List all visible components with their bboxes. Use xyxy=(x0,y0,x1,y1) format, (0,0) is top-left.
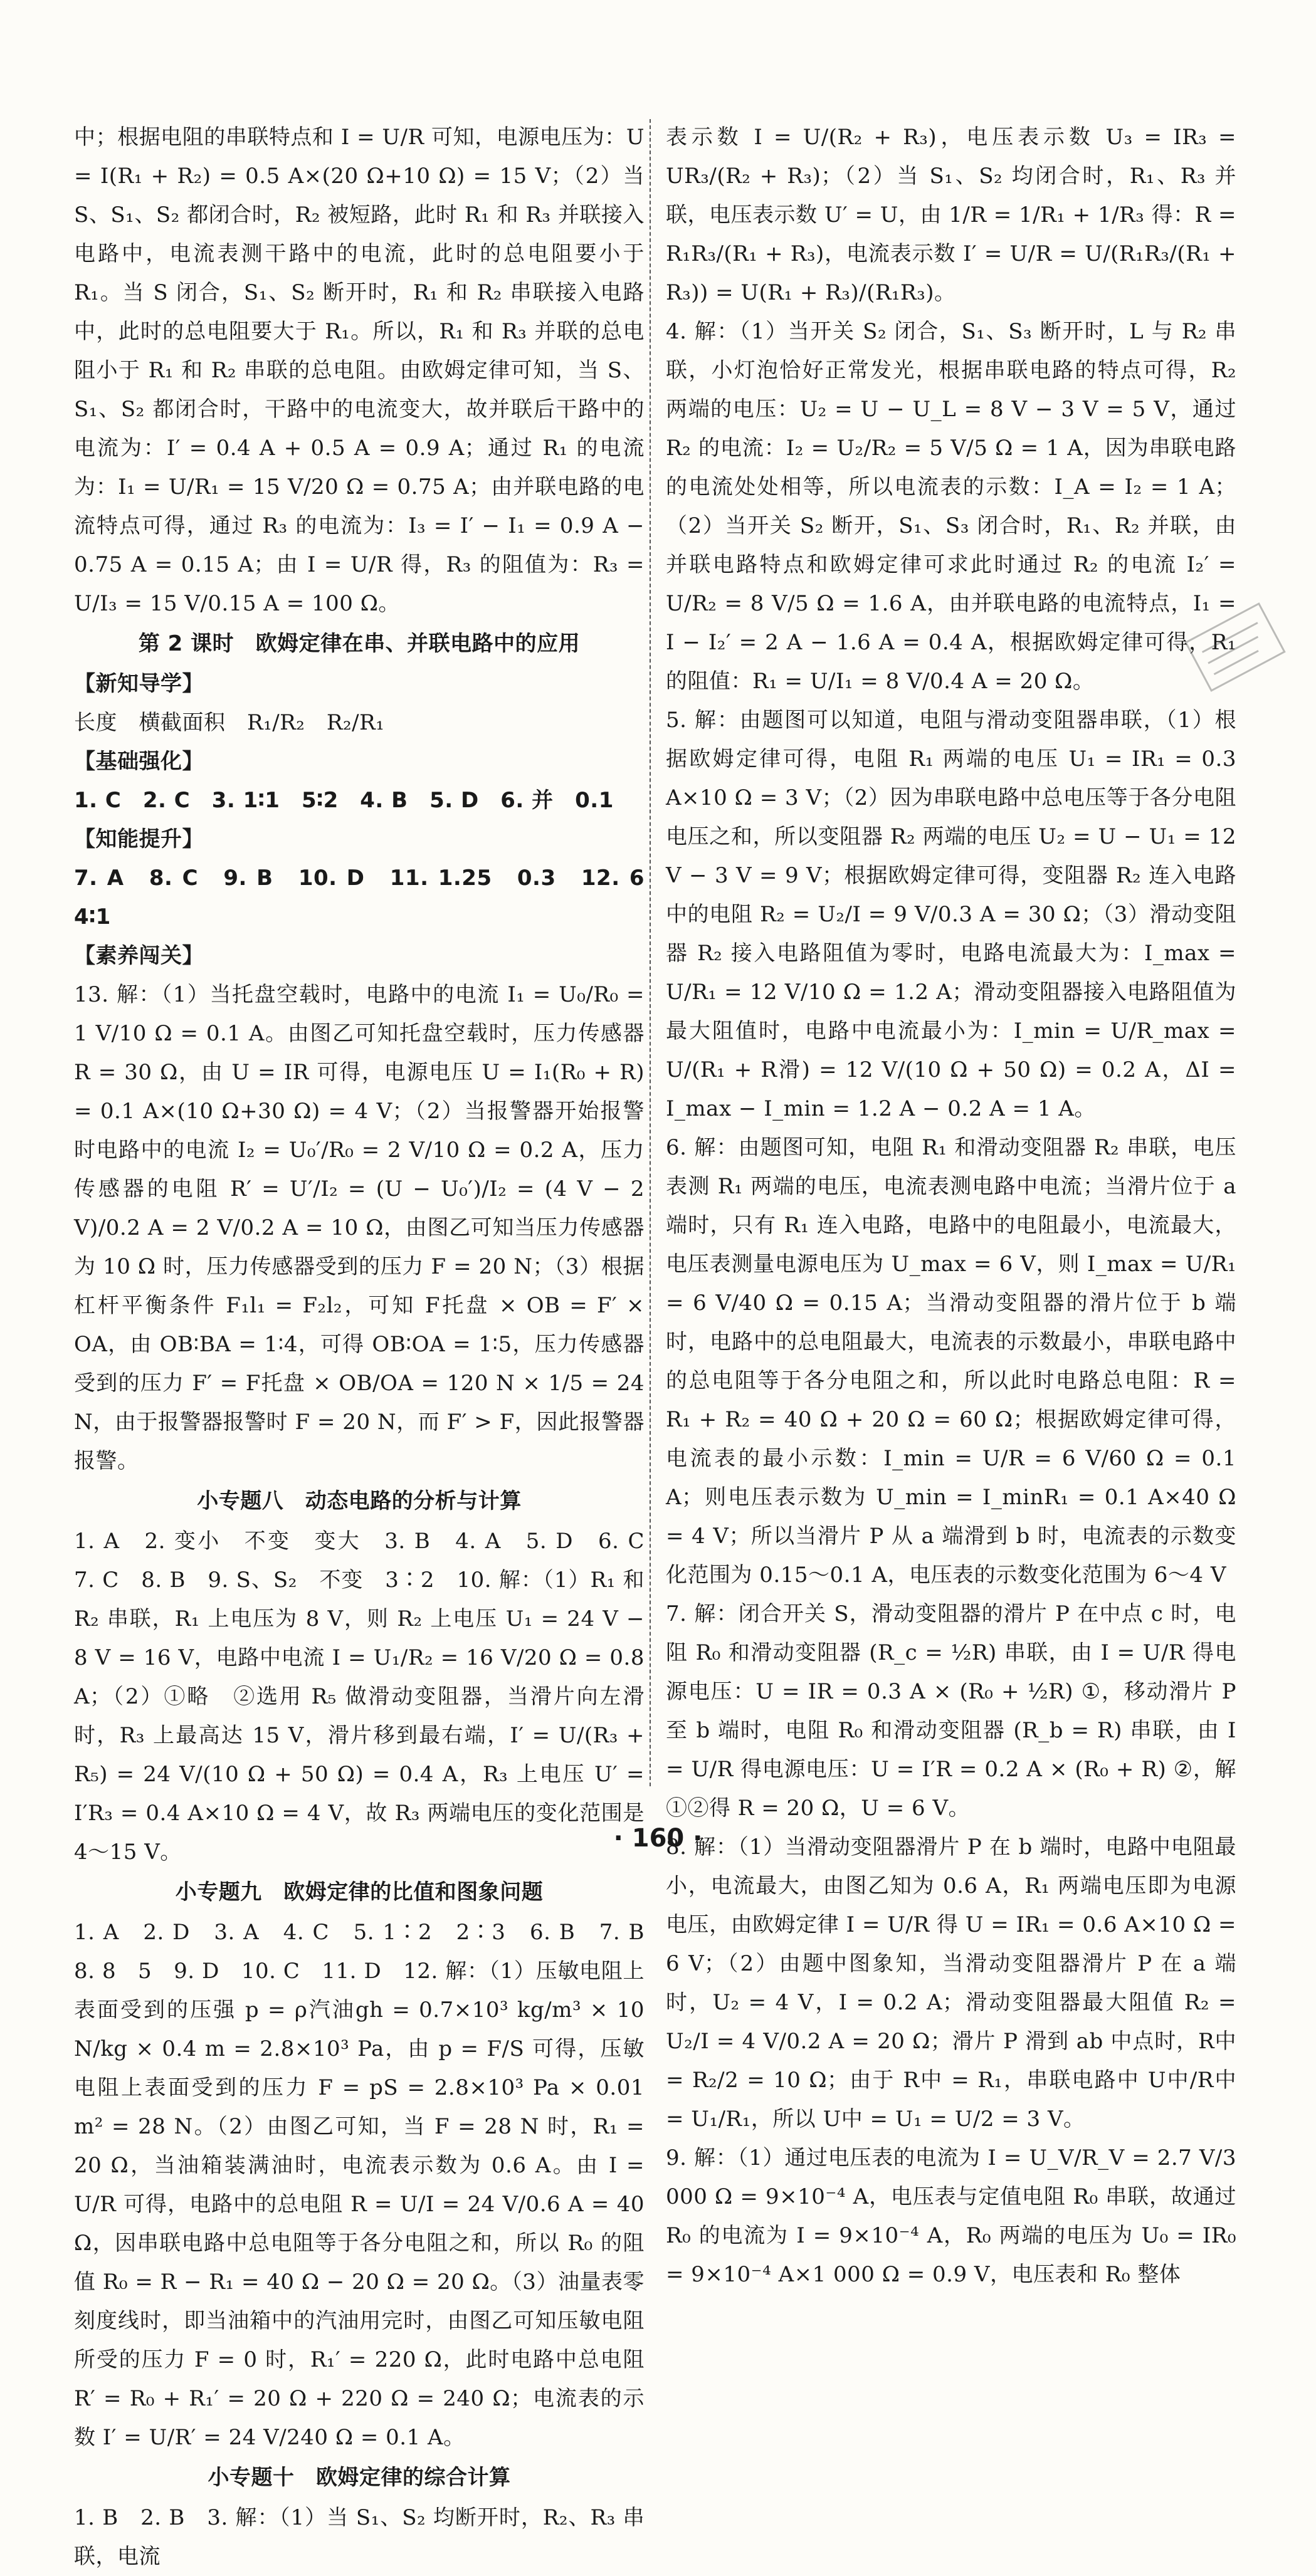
question-4-solution: 4. 解：（1）当开关 S₂ 闭合，S₁、S₃ 断开时，L 与 R₂ 串联，小灯泡恰好正常发光，根据串联电路的特点可得，R₂ 两端的电压：U₂ = U − U_L = 8 V − 3 V = 5 V，通过 R₂ 的电流：I₂ = U₂/R₂ = 5 V/5 Ω = 1 A，因为串联电路的电流处处相等，所以电流表的示数：I_A = I₂ = 1 A；（2）当开关 S₂ 断开，S₁、S₃ 闭合时，R₁、R₂ 并联，由并联电路特点和欧姆定律可求此时通过 R₂ 的电流 I₂′ = U/R₂ = 8 V/5 Ω = 1.6 A，由并联电路的电流特点，I₁ = I − I₂′ = 2 A − 1.6 A = 0.4 A，根据欧姆定律可得，R₁ 的阻值：R₁ = U/I₁ = 8 V/0.4 A = 20 Ω。 xyxy=(666,319,1236,694)
ability-answers: 7. A 8. C 9. B 10. D 11. 1.25 0.3 12. 6 4∶1 xyxy=(74,866,666,929)
question-7-solution: 7. 解：闭合开关 S，滑动变阻器的滑片 P 在中点 c 时，电阻 R₀ 和滑动变阻器 (R_c = ½R) 串联，由 I = U/R 得电源电压：U = IR = 0.3 A × (R₀ + ½R) ①，移动滑片 P 至 b 端时，电阻 R₀ 和滑动变阻器 (R_b = R) 串联，由 I = U/R 得电源电压：U = I′R = 0.2 A × (R₀ + R) ②，解①②得 R = 20 Ω，U = 6 V。 xyxy=(666,1601,1236,1821)
tag-literacy: 【素养闯关】 xyxy=(74,943,204,968)
right-column xyxy=(666,118,1236,2294)
question-5-solution: 5. 解：由题图可以知道，电阻与滑动变阻器串联，（1）根据欧姆定律可得，电阻 R₁ 两端的电压 U₁ = IR₁ = 0.3 A×10 Ω = 3 V；（2）因为串联电路中总电压等于各分电阻电压之和，所以变阻器 R₂ 两端的电压 U₂ = U − U₁ = 12 V − 3 V = 9 V；根据欧姆定律可得，变阻器 R₂ 连入电路中的电阻 R₂ = U₂/I = 9 V/0.3 A = 30 Ω；（3）滑动变阻器 R₂ 接入电路阻值为零时，电路电流最大为：I_max = U/R₁ = 12 V/10 Ω = 1.2 A；滑动变阻器接入电路阻值为最大阻值时，电路中电流最小为：I_min = U/R_max = U/(R₁ + R滑) = 12 V/(10 Ω + 50 Ω) = 0.2 A，ΔI = I_max − I_min = 1.2 A − 0.2 A = 1 A。 xyxy=(666,708,1236,1121)
page-number: · 160 · xyxy=(613,1824,703,1853)
tag-new-knowledge: 【新知导学】 xyxy=(74,671,204,696)
column-divider xyxy=(650,119,651,1786)
tag-ability: 【知能提升】 xyxy=(74,827,204,852)
new-knowledge-answers: 长度 横截面积 R₁/R₂ R₂/R₁ xyxy=(74,710,385,735)
lesson-title: 第 2 课时 欧姆定律在串、并联电路中的应用 xyxy=(138,631,581,656)
topic-8-answers: 1. A 2. 变小 不变 变大 3. B 4. A 5. D 6. C 7. C 8. B 9. S、S₂ 不变 3∶2 10. 解：（1）R₁ 和 R₂ 串联，R₁ 上电压为 8 V，则 R₂ 上电压 U₁ = 24 V − 8 V = 16 V，电路中电流 I = U₁/R₂ = 16 V/20 Ω = 0.8 A；（2）①略 ②选用 R₅ 做滑动变阻器，当滑片向左滑时，R₃ 上最高达 15 V，滑片移到最右端，I′ = U/(R₃ + R₅) = 24 V/(10 Ω + 50 Ω) = 0.4 A，R₃ 上电压 U′ = I′R₃ = 0.4 A×10 Ω = 4 V，故 R₃ 两端电压的变化范围是4～15 V。 xyxy=(74,1529,666,1865)
topic-9-title: 小专题九 欧姆定律的比值和图象问题 xyxy=(175,1880,544,1905)
left-continuation-paragraph: 中；根据电阻的串联特点和 I = U/R 可知，电源电压为：U = I(R₁ + R₂) = 0.5 A×(20 Ω+10 Ω) = 15 V；（2）当 S、S₁、S₂ 都闭合时，R₂ 被短路，此时 R₁ 和 R₃ 并联接入电路中，电流表测干路中的电流，此时的总电阻要小于 R₁。当 S 闭合，S₁、S₂ 断开时，R₁ 和 R₂ 串联接入电路中，此时的总电阻要大于 R₁。所以，R₁ 和 R₃ 并联的总电阻小于 R₁ 和 R₂ 串联的总电阻。由欧姆定律可知，当 S、S₁、S₂ 都闭合时，干路中的电流变大，故并联后干路中的电流为：I′ = 0.4 A + 0.5 A = 0.9 A；通过 R₁ 的电流为：I₁ = U/R₁ = 15 V/20 Ω = 0.75 A；由并联电路的电流特点可得，通过 R₃ 的电流为：I₃ = I′ − I₁ = 0.9 A − 0.75 A = 0.15 A；由 I = U/R 得，R₃ 的阻值为：R₃ = U/I₃ = 15 V/0.15 A = 100 Ω。 xyxy=(74,125,645,616)
question-13-solution: 13. 解：（1）当托盘空载时，电路中的电流 I₁ = U₀/R₀ = 1 V/10 Ω = 0.1 A。由图乙可知托盘空载时，压力传感器 R = 30 Ω，由 U = IR 可得，电源电压 U = I₁(R₀ + R) = 0.1 A×(10 Ω+30 Ω) = 4 V；（2）当报警器开始报警时电路中的电流 I₂ = U₀′/R₀ = 2 V/10 Ω = 0.2 A，压力传感器的电阻 R′ = U′/I₂ = (U − U₀′)/I₂ = (4 V − 2 V)/0.2 A = 2 V/0.2 A = 10 Ω，由图乙可知当压力传感器为 10 Ω 时，压力传感器受到的压力 F = 20 N；（3）根据杠杆平衡条件 F₁l₁ = F₂l₂，可知 F托盘 × OB = F′ × OA，由 OB∶BA = 1∶4，可得 OB∶OA = 1∶5，压力传感器受到的压力 F′ = F托盘 × OB/OA = 120 N × 1/5 = 24 N，由于报警器报警时 F = 20 N，而 F′ > F，因此报警器报警。 xyxy=(74,982,645,1474)
topic-10-answers: 1. B 2. B 3. 解：（1）当 S₁、S₂ 均断开时，R₂、R₃ 串联，电流 xyxy=(74,2505,645,2569)
question-6-solution: 6. 解：由题图可知，电阻 R₁ 和滑动变阻器 R₂ 串联，电压表测 R₁ 两端的电压，电流表测电路中电流；当滑片位于 a 端时，只有 R₁ 连入电路，电路中的电阻最小，电流最大，电压表测量电源电压为 U_max = 6 V，则 I_max = U/R₁ = 6 V/40 Ω = 0.15 A；当滑动变阻器的滑片位于 b 端时，电路中的总电阻最大，电流表的示数最小，串联电路中的总电阻等于各分电阻之和，所以此时电路总电阻：R = R₁ + R₂ = 40 Ω + 20 Ω = 60 Ω；根据欧姆定律可得，电流表的最小示数：I_min = U/R = 6 V/60 Ω = 0.1 A；则电压表示数为 U_min = I_minR₁ = 0.1 A×40 Ω = 4 V；所以当滑片 P 从 a 端滑到 b 时，电流表的示数变化范围为 0.15～0.1 A，电压表的示数变化范围为 6～4 V xyxy=(666,1135,1236,1588)
topic-9-answers: 1. A 2. D 3. A 4. C 5. 1∶2 2∶3 6. B 7. B 8. 8 5 9. D 10. C 11. D 12. 解：（1）压敏电阻上表面受到的压强 p = ρ汽油gh = 0.7×10³ kg/m³ × 10 N/kg × 0.4 m = 2.8×10³ Pa，由 p = F/S 可得，压敏电阻上表面受到的压力 F = pS = 2.8×10³ Pa × 0.01 m² = 28 N。（2）由图乙可知，当 F = 28 N 时，R₁ = 20 Ω，当油箱装满油时，电流表示数为 0.6 A。由 I = U/R 可得，电路中的总电阻 R = U/I = 24 V/0.6 A = 40 Ω，因串联电路中总电阻等于各分电阻之和，所以 R₀ 的阻值 R₀ = R − R₁ = 40 Ω − 20 Ω = 20 Ω。（3）油量表零刻度线时，即当油箱中的汽油用完时，由图乙可知压敏电阻所受的压力 F = 0 时，R₁′ = 220 Ω，此时电路中总电阻 R′ = R₀ + R₁′ = 20 Ω + 220 Ω = 240 Ω；电流表的示数 I′ = U/R′ = 24 V/240 Ω = 0.1 A。 xyxy=(74,1920,666,2450)
basic-answers: 1. C 2. C 3. 1∶1 5∶2 4. B 5. D 6. 并 0.1 xyxy=(74,788,614,813)
right-continuation-paragraph: 表示数 I = U/(R₂ + R₃)，电压表示数 U₃ = IR₃ = UR₃/(R₂ + R₃)；（2）当 S₁、S₂ 均闭合时，R₁、R₃ 并联，电压表示数 U′ = U，由 1/R = 1/R₁ + 1/R₃ 得：R = R₁R₃/(R₁ + R₃)，电流表示数 I′ = U/R = U/(R₁R₃/(R₁ + R₃)) = U(R₁ + R₃)/(R₁R₃)。 xyxy=(666,125,1236,305)
question-9-solution: 9. 解：（1）通过电压表的电流为 I = U_V/R_V = 2.7 V/3 000 Ω = 9×10⁻⁴ A，电压表与定值电阻 R₀ 串联，故通过 R₀ 的电流为 I = 9×10⁻⁴ A，R₀ 两端的电压为 U₀ = IR₀ = 9×10⁻⁴ A×1 000 Ω = 0.9 V，电压表和 R₀ 整体 xyxy=(666,2145,1236,2287)
question-8-solution: 8. 解：（1）当滑动变阻器滑片 P 在 b 端时，电路中电阻最小，电流最大，由图乙知为 0.6 A，R₁ 两端电压即为电源电压，由欧姆定律 I = U/R 得 U = IR₁ = 0.6 A×10 Ω = 6 V；（2）由题中图象知，当滑动变阻器滑片 P 在 a 端时，U₂ = 4 V，I = 0.2 A；滑动变阻器最大阻值 R₂ = U₂/I = 4 V/0.2 A = 20 Ω；滑片 P 滑到 ab 中点时，R中 = R₂/2 = 10 Ω；由于 R中 = R₁，串联电路中 U中/R中 = U₁/R₁，所以 U中 = U₁ = U/2 = 3 V。 xyxy=(666,1835,1236,2132)
topic-8-title: 小专题八 动态电路的分析与计算 xyxy=(197,1489,522,1514)
tag-basic: 【基础强化】 xyxy=(74,749,204,774)
topic-10-title: 小专题十 欧姆定律的综合计算 xyxy=(208,2465,511,2490)
